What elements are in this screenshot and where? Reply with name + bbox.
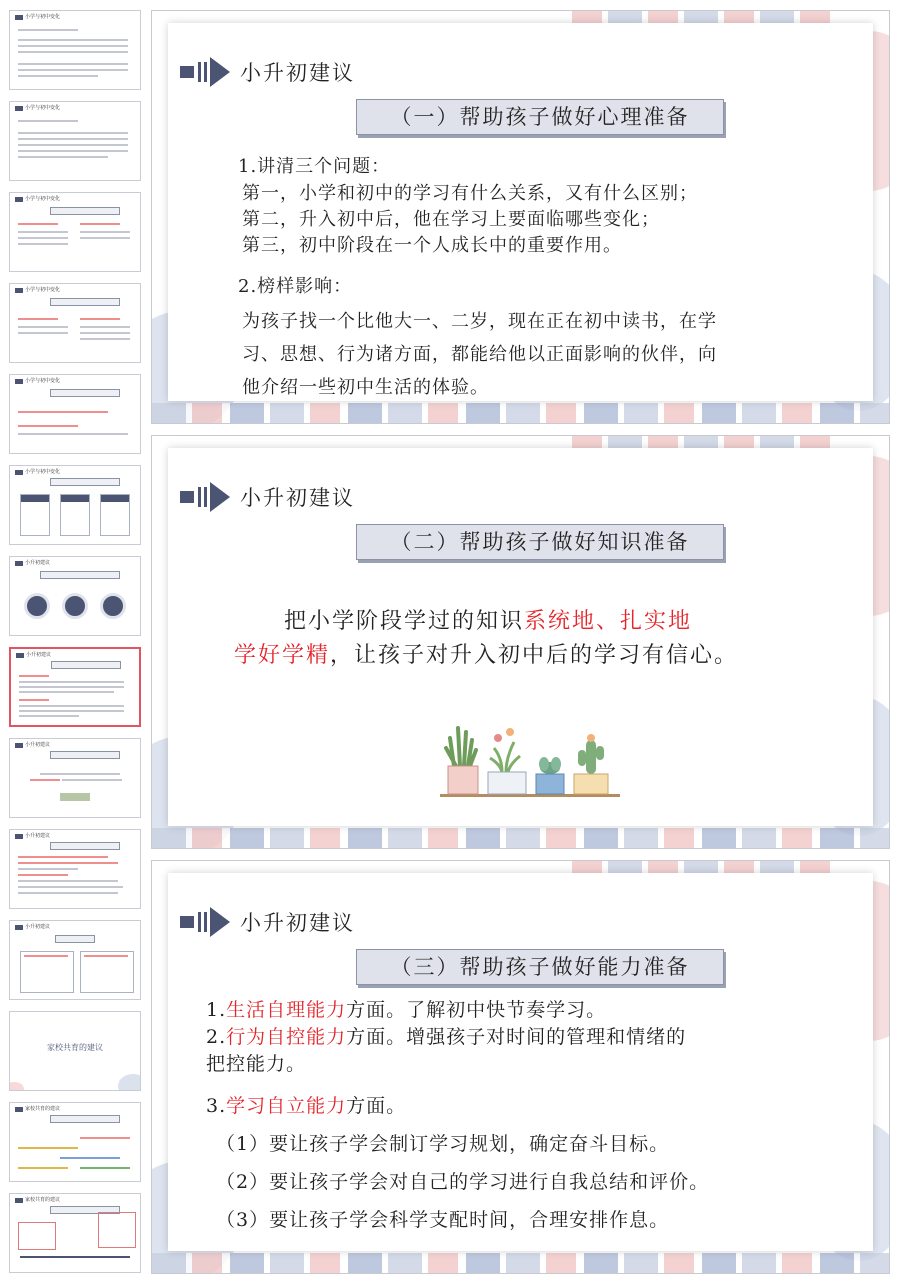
slide-thumbnail-6[interactable] — [9, 465, 141, 545]
section-title: （三）帮助孩子做好能力准备 — [356, 949, 724, 985]
text-line-1: 第一，小学和初中的学习有什么关系，又有什么区别； — [242, 183, 698, 204]
thumbnail-title: 小升初建议 — [25, 833, 51, 839]
text-para-2: 习、思想、行为诸方面，都能给他以正面影响的伙伴，向 — [242, 344, 717, 365]
item-text: 方面。 — [346, 1095, 407, 1117]
knowledge-text-line-2 — [234, 642, 738, 669]
item-text: 方面。了解初中快节奏学习。 — [346, 999, 607, 1021]
slide-thumbnail-1[interactable] — [9, 10, 141, 90]
ability-sub-item-1: （1）要让孩子学会制订学习规划，确定奋斗目标。 — [216, 1133, 670, 1155]
thumbnail-center-title: 家校共育的建议 — [47, 1043, 103, 1052]
text-para-1: 为孩子找一个比他大一、二岁，现在正在初中读书，在学 — [242, 311, 717, 332]
item-number: 1. — [206, 999, 227, 1021]
slide-thumbnail-4[interactable] — [9, 283, 141, 363]
item-highlight: 学习自立能力 — [226, 1095, 347, 1117]
text-normal: ，让孩子对升入初中后的学习有信心。 — [330, 643, 739, 668]
ability-item-2-continued: 把控能力。 — [206, 1053, 307, 1075]
thumbnail-title: 小学与初中变化 — [25, 469, 61, 475]
slide-thumbnail-panel — [0, 0, 150, 1286]
slide-thumbnail-2[interactable] — [9, 101, 141, 181]
ability-item-1 — [206, 997, 606, 1024]
ability-item-3 — [206, 1093, 406, 1120]
section-title: （二）帮助孩子做好知识准备 — [356, 524, 724, 560]
thumbnail-title: 小升初建议 — [25, 924, 51, 930]
thumbnail-title: 小升初建议 — [26, 652, 52, 658]
slide-thumbnail-3[interactable] — [9, 192, 141, 272]
thumbnail-title: 小学与初中变化 — [25, 105, 61, 111]
thumbnail-title: 小学与初中变化 — [25, 378, 61, 384]
subheading-2: 2.榜样影响： — [238, 276, 353, 297]
slide-ability-preparation — [151, 860, 890, 1274]
thumbnail-title: 家校共育的建议 — [25, 1106, 61, 1112]
slide-thumbnail-14[interactable] — [9, 1193, 141, 1273]
header-title: 小升初建议 — [240, 486, 355, 510]
item-highlight: 行为自控能力 — [226, 1026, 347, 1048]
item-highlight: 生活自理能力 — [226, 999, 347, 1021]
thumbnail-title: 小学与初中变化 — [25, 287, 61, 293]
ability-item-2 — [206, 1024, 686, 1051]
header-title: 小升初建议 — [240, 911, 355, 935]
item-number: 3. — [206, 1095, 227, 1117]
header-arrow-icon — [180, 57, 240, 87]
thumbnail-title: 家校共育的建议 — [25, 1197, 61, 1203]
slide-thumbnail-11[interactable] — [9, 920, 141, 1000]
text-para-3: 他介绍一些初中生活的体验。 — [242, 377, 489, 398]
thumbnail-title: 小学与初中变化 — [25, 196, 61, 202]
knowledge-text-line-1 — [284, 608, 692, 635]
thumbnail-title: 小升初建议 — [25, 560, 51, 566]
slide-thumbnail-9[interactable] — [9, 738, 141, 818]
header-arrow-icon — [180, 907, 240, 937]
header-title: 小升初建议 — [240, 61, 355, 85]
slide-thumbnail-12[interactable] — [9, 1011, 141, 1091]
slide-knowledge-preparation — [151, 435, 890, 849]
slide-thumbnail-7[interactable] — [9, 556, 141, 636]
item-text: 方面。增强孩子对时间的管理和情绪的 — [346, 1026, 687, 1048]
item-number: 2. — [206, 1026, 227, 1048]
text-normal: 把小学阶段学过的知识 — [284, 609, 525, 634]
text-highlight: 学好学精 — [234, 643, 331, 668]
subheading-1: 1.讲清三个问题： — [238, 156, 391, 177]
text-highlight: 系统地、扎实地 — [524, 609, 693, 634]
section-title: （一）帮助孩子做好心理准备 — [356, 99, 724, 135]
thumbnail-title: 小升初建议 — [25, 742, 51, 748]
slide-thumbnail-8-selected[interactable] — [9, 647, 141, 727]
text-line-2: 第二，升入初中后，他在学习上要面临哪些变化； — [242, 209, 660, 230]
slide-thumbnail-10[interactable] — [9, 829, 141, 909]
ability-sub-item-2: （2）要让孩子学会对自己的学习进行自我总结和评价。 — [216, 1171, 710, 1193]
slide-thumbnail-5[interactable] — [9, 374, 141, 454]
ability-sub-item-3: （3）要让孩子学会科学支配时间，合理安排作息。 — [216, 1209, 670, 1231]
header-arrow-icon — [180, 482, 240, 512]
slide-thumbnail-13[interactable] — [9, 1102, 141, 1182]
thumbnail-title: 小学与初中变化 — [25, 14, 61, 20]
slide-psychological-preparation — [151, 10, 890, 424]
potted-plants-illustration — [440, 718, 620, 798]
text-line-3: 第三，初中阶段在一个人成长中的重要作用。 — [242, 235, 622, 256]
